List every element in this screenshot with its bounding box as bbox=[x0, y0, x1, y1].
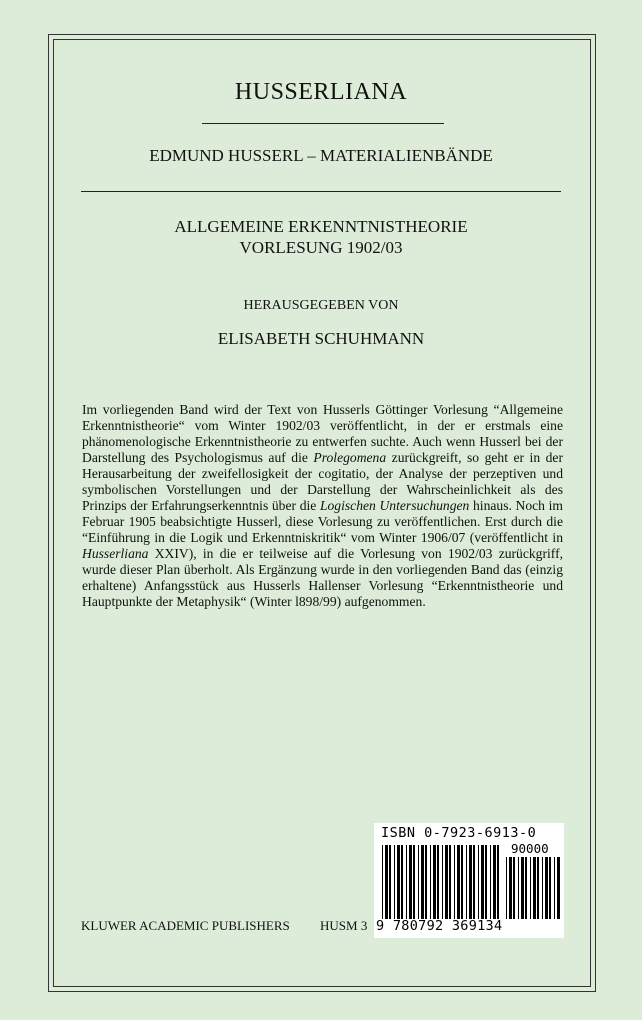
ean-bar bbox=[490, 845, 491, 919]
volume-title bbox=[0, 216, 642, 258]
ean-bar bbox=[437, 845, 439, 919]
price-bar bbox=[513, 857, 515, 919]
volume-title-line1: ALLGEMEINE ERKENNTNISTHEORIE bbox=[174, 217, 468, 236]
price-bar bbox=[549, 857, 551, 919]
ean-bar bbox=[430, 845, 431, 919]
ean-bar bbox=[425, 845, 427, 919]
divider-short bbox=[202, 123, 444, 124]
volume-title-line2: VORLESUNG 1902/03 bbox=[239, 238, 403, 257]
price-bar bbox=[533, 857, 536, 919]
ean-bar bbox=[406, 845, 407, 919]
ean-bar bbox=[445, 845, 448, 919]
price-bar bbox=[530, 857, 531, 919]
ean-number: 9 780792 369134 bbox=[376, 918, 503, 934]
price-bar bbox=[557, 857, 560, 919]
blurb-italic-prolegomena: Prolegomena bbox=[313, 450, 387, 465]
price-bar bbox=[506, 857, 507, 919]
price-bar bbox=[525, 857, 527, 919]
ean-bar bbox=[385, 845, 388, 919]
blurb-italic-logischen: Logischen Untersuchungen bbox=[319, 498, 470, 513]
ean-bar bbox=[493, 845, 496, 919]
barcode-block bbox=[374, 823, 564, 938]
series-title: HUSSERLIANA bbox=[234, 79, 408, 105]
ean-bar bbox=[433, 845, 436, 919]
ean-bar bbox=[449, 845, 451, 919]
ean-bar bbox=[401, 845, 403, 919]
blurb-paragraph bbox=[82, 402, 563, 610]
ean-bar bbox=[413, 845, 415, 919]
blurb-text bbox=[82, 402, 563, 610]
editor-name: ELISABETH SCHUHMANN bbox=[217, 329, 425, 348]
ean-bar bbox=[421, 845, 424, 919]
ean-bar bbox=[473, 845, 475, 919]
ean-bar bbox=[485, 845, 487, 919]
ean-bar bbox=[418, 845, 419, 919]
price-bar bbox=[521, 857, 524, 919]
ean-bar bbox=[394, 845, 395, 919]
ean-bar bbox=[497, 845, 499, 919]
ean-bar bbox=[461, 845, 463, 919]
ean-bar bbox=[442, 845, 443, 919]
subseries-title: EDMUND HUSSERL – MATERIALIENBÄNDE bbox=[149, 146, 493, 165]
price-bar bbox=[554, 857, 555, 919]
ean-bar bbox=[409, 845, 412, 919]
ean-bar bbox=[466, 845, 467, 919]
divider-long bbox=[81, 191, 561, 192]
blurb-italic-husserliana: Husserliana bbox=[82, 546, 149, 561]
price-bar bbox=[509, 857, 512, 919]
isbn-text: ISBN 0-7923-6913-0 bbox=[381, 825, 537, 841]
price-bar bbox=[537, 857, 539, 919]
publisher-name: KLUWER ACADEMIC PUBLISHERS bbox=[81, 918, 290, 933]
price-bar bbox=[545, 857, 548, 919]
ean-bar bbox=[382, 845, 383, 919]
ean-bar bbox=[457, 845, 460, 919]
series-code: HUSM 3 bbox=[320, 918, 368, 933]
ean-bar bbox=[454, 845, 455, 919]
blurb-part-2: zurückgreift, so geht er in der Herausarbeitung der zweifellosigkeit der cogitatio, der Analyse der perzeptiven und symbolischen Vorstellungen und der Darstellung der Wahrscheinlichkeit als des Prinzips der Erfahrungserkenntnis über die bbox=[82, 450, 563, 513]
price-code: 90000 bbox=[511, 841, 549, 856]
edited-by-label: HERAUSGEGEBEN VON bbox=[243, 298, 399, 313]
blurb-part-1: Im vorliegenden Band wird der Text von Husserls Göttinger Vorlesung “Allgemeine Erkenntnistheorie“ vom Winter 1902/03 veröffentlicht, in der er erstmals eine phänomenologische Erkenntnistheorie zu entwerfen suchte. Auch wenn Husserl bei der Darstellung des Psychologismus auf die bbox=[82, 402, 563, 465]
blurb-part-4: XXIV), in die er teilweise auf die Vorlesung von 1902/03 zurückgriff, wurde dieser Plan überholt. Als Ergänzung wurde in den vorliegenden Band das (einzig erhaltene) Anfangsstück aus Husserls Hallenser Vorlesung “Erkenntnistheorie und Hauptpunkte der Metaphysik“ (Winter l898/99) aufgenommen. bbox=[82, 546, 563, 609]
ean-bar bbox=[469, 845, 472, 919]
ean-bar bbox=[397, 845, 400, 919]
blurb-part-3: hinaus. Noch im Februar 1905 beabsichtigte Husserl, diese Vorlesung zu veröffentlichen. Erst durch die “Einführung in die Logik und Erkenntniskritik“ vom Winter 1906/07 (veröffentlicht in bbox=[82, 498, 563, 545]
ean-bar bbox=[478, 845, 479, 919]
price-bar bbox=[542, 857, 543, 919]
ean-bar bbox=[481, 845, 484, 919]
price-bar bbox=[518, 857, 519, 919]
ean-bar bbox=[389, 845, 391, 919]
